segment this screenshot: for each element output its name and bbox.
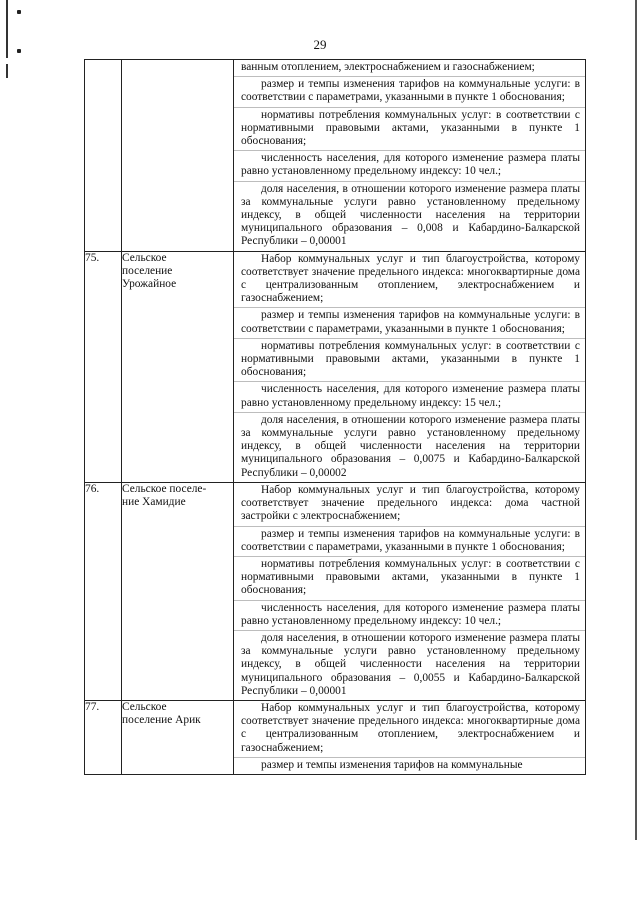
table-row (85, 482, 586, 700)
settlement-name-line: Урожайное (122, 278, 177, 291)
row-number: 75. (85, 251, 122, 482)
index-description (234, 482, 586, 700)
description-paragraph: Набор коммунальных услуг и тип благоустройства, которому соответствует значение предельного индекса: дома частной застройки с электроснабжением; (234, 483, 585, 527)
description-paragraph: численность населения, для которого изменение размера платы равно установленному предельному индексу: 10 чел.; (234, 601, 585, 631)
description-paragraph: доля населения, в отношении которого изменение размера платы за коммунальные услуги равно установленному предельному индексу, в общей численности населения на территории муниципального образования – 0,0055 и Кабардино-Балкарской Республики – 0,00001 (241, 631, 580, 697)
settlements-table (84, 59, 586, 775)
description-paragraph: численность населения, для которого изменение размера платы равно установленному предельному индексу: 10 чел.; (234, 151, 585, 181)
description-paragraph: нормативы потребления коммунальных услуг: в соответствии с нормативными правовыми актами, указанными в пункте 1 обоснования; (234, 557, 585, 601)
description-paragraph: размер и темпы изменения тарифов на коммунальные услуги: в соответствии с параметрами, указанными в пункте 1 обоснования; (234, 77, 585, 107)
scan-bar (6, 64, 8, 78)
description-paragraph: нормативы потребления коммунальных услуг: в соответствии с нормативными правовыми актами, указанными в пункте 1 обоснования; (234, 339, 585, 383)
table-body (85, 60, 586, 775)
description-paragraph: размер и темпы изменения тарифов на коммунальные услуги: в соответствии с параметрами, указанными в пункте 1 обоснования; (234, 527, 585, 557)
index-description (234, 700, 586, 774)
settlement-name-line: Сельское поселе- (122, 482, 207, 495)
settlement-name-line: Сельское (122, 700, 167, 713)
scan-right-edge (635, 0, 637, 840)
table-row (85, 700, 586, 774)
description-paragraph: Набор коммунальных услуг и тип благоустройства, которому соответствует значение предельного индекса: многоквартирные дома с централизованным отоплением, электроснабжением и газоснабжением; (234, 252, 585, 309)
settlement-name (122, 60, 234, 252)
settlement-name (122, 251, 234, 482)
scan-dot (17, 10, 21, 14)
index-description (234, 251, 586, 482)
settlement-name (122, 482, 234, 700)
table-row (85, 60, 586, 252)
settlement-name (122, 700, 234, 774)
description-paragraph: размер и темпы изменения тарифов на коммунальные (261, 758, 523, 771)
row-number (85, 60, 122, 252)
settlement-name-line: Сельское (122, 251, 167, 264)
table-row (85, 251, 586, 482)
settlement-name-line: ние Хамидие (122, 496, 186, 509)
description-paragraph: размер и темпы изменения тарифов на коммунальные услуги: в соответствии с параметрами, указанными в пункте 1 обоснования; (234, 308, 585, 338)
row-number: 76. (85, 482, 122, 700)
description-paragraph: ванным отоплением, электроснабжением и газоснабжением; (234, 60, 585, 77)
page-number: 29 (313, 37, 327, 52)
settlement-name-line: поселение (122, 264, 173, 277)
description-paragraph: доля населения, в отношении которого изменение размера платы за коммунальные услуги равно установленному предельному индексу, в общей численности населения на территории муниципального образования – 0,008 и Кабардино-Балкарской Республики – 0,00001 (241, 182, 580, 248)
description-paragraph: доля населения, в отношении которого изменение размера платы за коммунальные услуги равно установленному предельному индексу, в общей численности населения на территории муниципального образования – 0,0075 и Кабардино-Балкарской Республики – 0,00002 (241, 413, 580, 479)
description-paragraph: численность населения, для которого изменение размера платы равно установленному предельному индексу: 15 чел.; (234, 382, 585, 412)
description-paragraph: нормативы потребления коммунальных услуг: в соответствии с нормативными правовыми актами, указанными в пункте 1 обоснования; (234, 108, 585, 152)
row-number: 77. (85, 700, 122, 774)
settlement-name-line: поселение Арик (122, 714, 201, 727)
index-description (234, 60, 586, 252)
description-paragraph: Набор коммунальных услуг и тип благоустройства, которому соответствует значение предельного индекса: многоквартирные дома с централизованным отоплением, электроснабжением и газоснабжением; (234, 701, 585, 758)
